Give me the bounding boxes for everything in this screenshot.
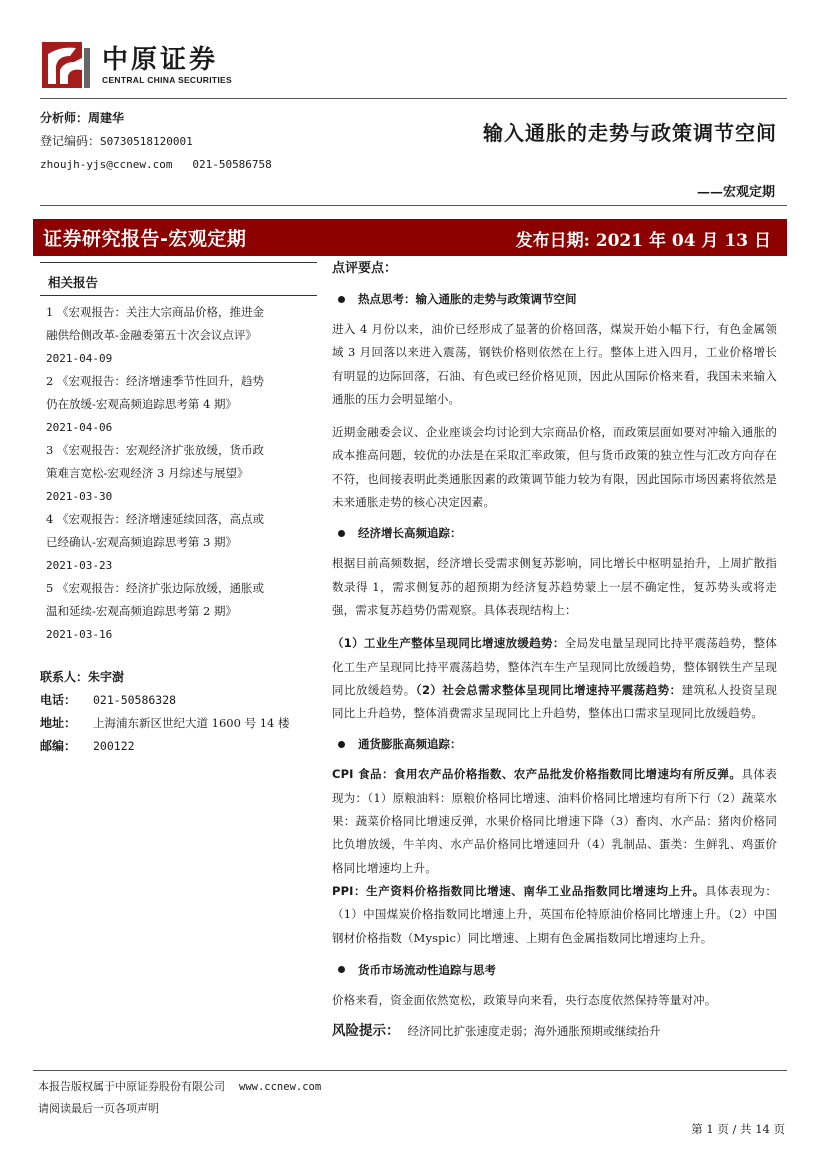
page-number: 第 1 页 / 共 14 页 — [691, 1122, 785, 1136]
analyst-name: 周建华 — [88, 111, 125, 125]
contact-block — [40, 666, 317, 758]
contact-zip-label: 邮编： — [40, 739, 77, 753]
related-report-date: 2021-04-09 — [46, 352, 113, 365]
related-report-list — [40, 301, 317, 646]
main-content — [332, 259, 777, 1042]
related-report-item[interactable] — [40, 577, 317, 646]
contact-person-row — [40, 666, 317, 689]
related-report-item[interactable] — [40, 508, 317, 577]
related-report-title-cont: 仍在放缓-宏观高频追踪思考第 4 期》 — [46, 397, 238, 411]
risk-warning — [332, 1020, 777, 1042]
bullet-icon — [338, 966, 345, 973]
sidebar — [40, 262, 317, 758]
copyright-text: 本报告版权属于中原证券股份有限公司 — [38, 1080, 225, 1093]
contact-zip-row — [40, 735, 317, 758]
related-report-title: 2 《宏观报告：经济增速季节性回升，趋势 — [46, 374, 264, 388]
footer-copyright-line — [38, 1076, 321, 1098]
title-divider — [40, 205, 787, 206]
contact-phone-row — [40, 689, 317, 712]
risk-text: 经济同比扩张速度走弱；海外通胀预期或继续抬升 — [407, 1024, 661, 1039]
related-report-item[interactable] — [40, 301, 317, 370]
bullet-icon — [338, 296, 345, 303]
footer — [38, 1076, 321, 1120]
cpi-text: 具体表现为：（1）原粮油料：原粮价格同比增速、油料价格同比增速均有所下行（2）蔬菜水果：蔬菜价格同比增速反弹，水果价格同比增速下降（3）畜肉、水产品：猪肉价格同比负增放缓，牛羊肉、水产品价格同比增速回升（4）乳制品、蛋类：生鲜乳、鸡蛋价格同比增速均上升。 — [332, 767, 777, 875]
section-liquidity-heading — [332, 960, 777, 980]
related-report-item[interactable] — [40, 439, 317, 508]
analyst-phone: 021-50586758 — [192, 158, 272, 171]
report-subtitle: ——宏观定期 — [696, 185, 775, 200]
contact-address-label: 地址： — [40, 716, 77, 730]
report-title: 输入通胀的走势与政策调节空间 — [483, 121, 777, 145]
liquidity-paragraph: 价格来看，资金面依然宽松，政策导向来看，央行态度依然保持等量对冲。 — [332, 992, 717, 1007]
related-report-title: 1 《宏观报告：关注大宗商品价格，推进金 — [46, 305, 264, 319]
contact-person-label: 联系人： — [40, 670, 89, 684]
contact-address: 上海浦东新区世纪大道 1600 号 14 楼 — [93, 716, 290, 730]
company-logo — [40, 40, 232, 90]
section-title: 货币市场流动性追踪与思考 — [358, 962, 496, 977]
report-category: 证券研究报告-宏观定期 — [43, 228, 247, 250]
ccs-logo-icon — [40, 40, 92, 90]
inflation-cpi-paragraph — [332, 763, 777, 879]
related-report-date: 2021-03-16 — [46, 628, 113, 641]
related-report-title-cont: 已经确认-宏观高频追踪思考第 3 期》 — [46, 535, 238, 549]
cpi-lead: CPI 食品：食用农产品价格指数、农产品批发价格指数同比增速均有所反弹。 — [332, 767, 742, 782]
related-report-title: 5 《宏观报告：经济扩张边际放缓，通胀或 — [46, 581, 264, 595]
related-report-title: 3 《宏观报告：宏观经济扩张放缓，货币政 — [46, 443, 264, 457]
section-title: 通货膨胀高频追踪： — [358, 737, 462, 752]
industrial-production-text: 全局发电量呈现同比持平震荡趋势，整体化工生产呈现同比持平震荡趋势，整体汽车生产呈现同比放缓趋势，整体钢铁生产呈现同比放缓趋势。 — [332, 636, 778, 697]
logo-en-name: CENTRAL CHINA SECURITIES — [102, 75, 232, 85]
bullet-icon — [338, 741, 345, 748]
analyst-name-line — [40, 107, 272, 130]
contact-person-name: 朱宇澍 — [88, 670, 125, 684]
key-points-heading: 点评要点： — [332, 261, 398, 276]
analyst-info — [40, 107, 272, 176]
related-report-title-cont: 温和延续-宏观高频追踪思考第 2 期》 — [46, 604, 238, 618]
section-hot-topic-heading — [332, 289, 777, 309]
bullet-icon — [338, 530, 345, 537]
ppi-lead: PPI：生产资料价格指数同比增速、南华工业品指数同比增速均上升。 — [332, 883, 705, 898]
inflation-ppi-paragraph — [332, 880, 777, 950]
growth-paragraph-2 — [332, 632, 777, 725]
report-banner — [33, 219, 787, 256]
contact-zip: 200122 — [93, 739, 135, 753]
analyst-label: 分析师： — [40, 111, 89, 125]
related-report-title-cont: 融供给侧改革-金融委第五十次会议点评》 — [46, 328, 257, 342]
contact-phone-label: 电话： — [40, 693, 77, 707]
aggregate-demand-lead: （2）社会总需求整体呈现同比增速持平震荡趋势： — [415, 682, 682, 697]
analyst-email: zhoujh-yjs@ccnew.com — [40, 158, 173, 171]
registration-line — [40, 130, 272, 153]
logo-cn-name: 中原证券 — [102, 45, 219, 75]
section-growth-heading — [332, 523, 777, 543]
related-report-item[interactable] — [40, 370, 317, 439]
registration-label: 登记编码： — [40, 134, 101, 148]
hot-topic-paragraph-1: 进入 4 月份以来，油价已经形成了显著的价格回落，煤炭开始小幅下行，有色金属领域 3 月回落以来进入震荡，钢铁价格则依然在上行。整体上进入四月，工业价格增长有明显的边际回落，石油、有色或已经价格见顶，因此从国际价格来看，我国未来输入通胀的压力会明显缩小。 — [332, 322, 777, 406]
ppi-text: 具体表现为：（1）中国煤炭价格指数同比增速上升，英国布伦特原油价格同比增速上升。（2）中国钢材价格指数（Myspic）同比增速、上期有色金属指数同比增速均上升。 — [332, 883, 777, 945]
section-title: 经济增长高频追踪： — [358, 526, 462, 541]
risk-label: 风险提示： — [332, 1023, 400, 1040]
website-link[interactable]: www.ccnew.com — [239, 1081, 322, 1093]
related-reports-heading: 相关报告 — [40, 262, 317, 296]
contact-address-row — [40, 712, 317, 735]
aggregate-demand-text: 建筑私人投资呈现同比上升趋势，整体消费需求呈现同比上升趋势，整体出口需求呈现同比放缓趋势。 — [332, 682, 777, 721]
industrial-production-lead: （1）工业生产整体呈现同比增速放缓趋势： — [332, 636, 565, 651]
hot-topic-paragraph-2: 近期金融委会议、企业座谈会均讨论到大宗商品价格，而政策层面如要对冲输入通胀的成本推高问题，较优的办法是在采取汇率政策，但与货币政策的独立性与汇改方向存在不符，也间接表明此类通胀因素的政策调节能力较为有限，因此国际市场因素将依然是未来通胀走势的核心决定因素。 — [332, 425, 777, 510]
section-inflation-heading — [332, 734, 777, 754]
related-report-title: 4 《宏观报告：经济增速延续回落，高点或 — [46, 512, 264, 526]
footer-divider — [33, 1070, 787, 1071]
related-report-title-cont: 策难言宽松-宏观经济 3 月综述与展望》 — [46, 466, 249, 480]
disclaimer-notice: 请阅读最后一页各项声明 — [38, 1102, 159, 1115]
analyst-contact-line — [40, 153, 272, 176]
contact-phone: 021-50586328 — [93, 693, 177, 707]
related-report-date: 2021-04-06 — [46, 421, 113, 434]
growth-paragraph-1: 根据目前高频数据，经济增长受需求侧复苏影响，同比增长中枢明显抬升，上周扩散指数录得 1，需求侧复苏的超预期为经济复苏趋势蒙上一层不确定性，复苏势头或将走强，需求复苏趋势仍需观察。具体表现结构上： — [332, 556, 777, 617]
section-title: 热点思考：输入通胀的走势与政策调节空间 — [358, 292, 577, 306]
registration-code: S0730518120001 — [100, 135, 193, 148]
header-divider — [40, 98, 787, 99]
publish-date: 发布日期: 2021 年 04 月 13 日 — [515, 231, 771, 251]
related-report-date: 2021-03-23 — [46, 559, 113, 572]
related-report-date: 2021-03-30 — [46, 490, 113, 503]
